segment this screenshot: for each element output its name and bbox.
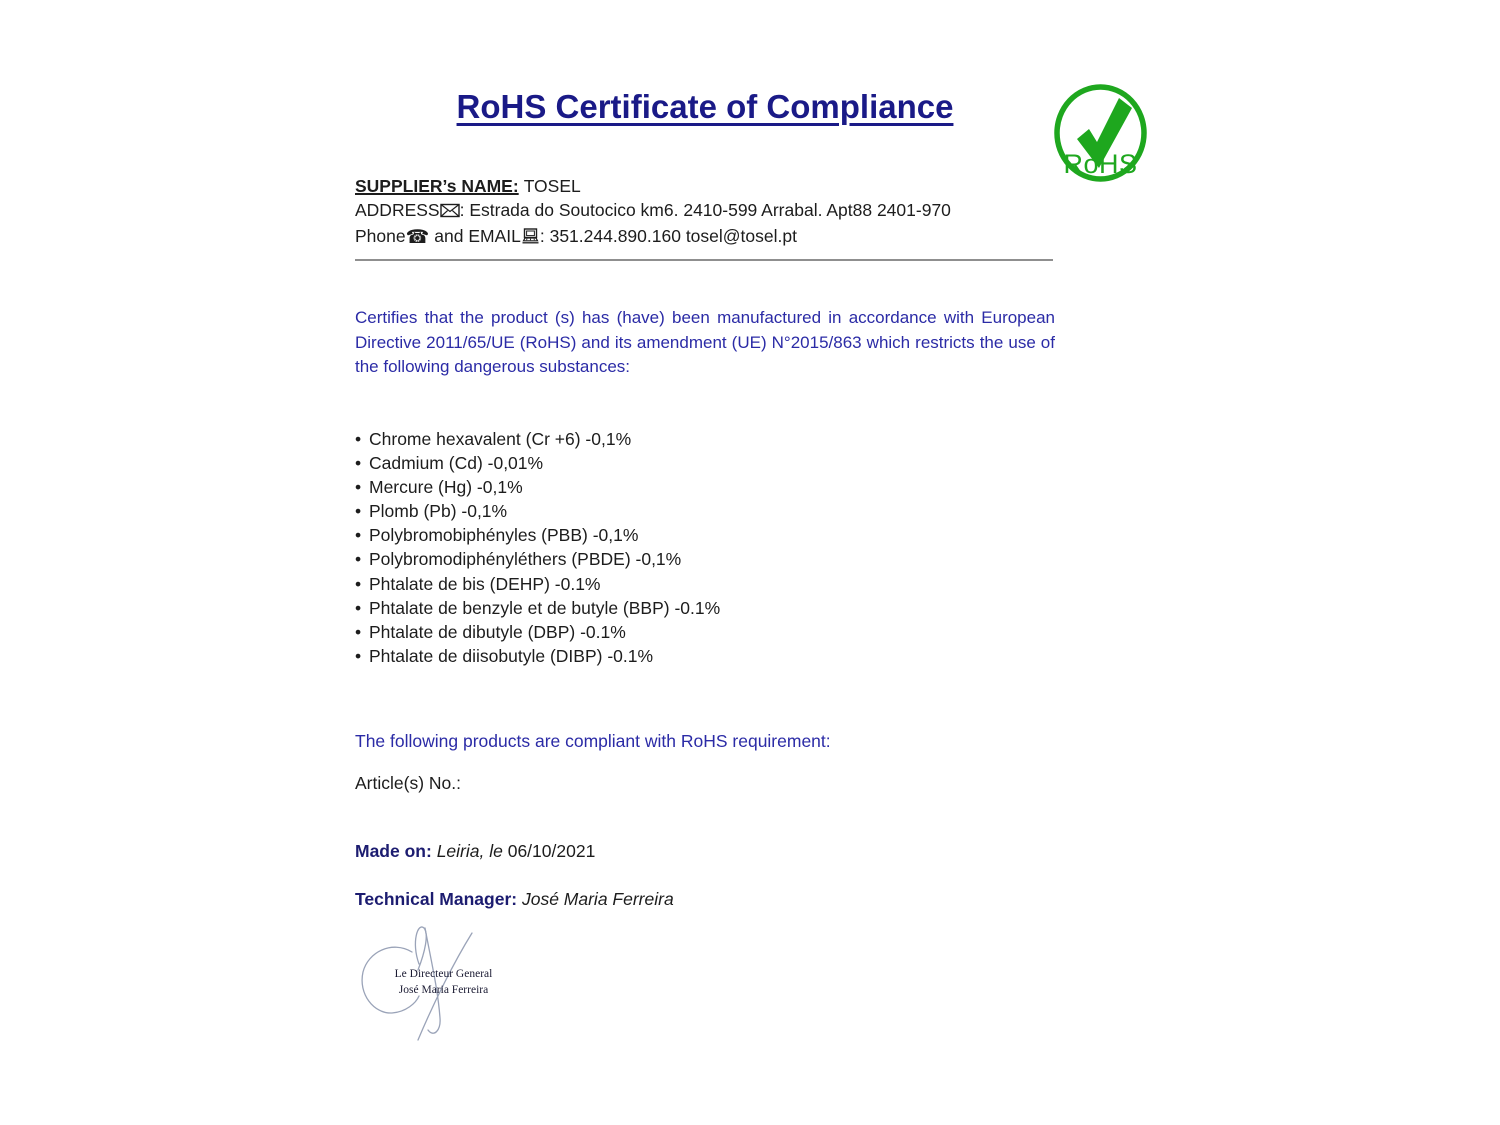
supplier-name-line <box>355 174 951 198</box>
technical-manager-name: José Maria Ferreira <box>521 889 674 909</box>
bullet-icon: • <box>355 645 362 666</box>
made-on-label: Made on: <box>355 841 432 861</box>
signature-text <box>381 966 506 998</box>
bullet-icon: • <box>355 573 362 594</box>
email-label: and EMAIL <box>434 226 521 246</box>
supplier-address-line <box>355 198 951 224</box>
substance-item <box>355 644 720 668</box>
address-label: ADDRESS <box>355 200 440 220</box>
substance-text: Mercure (Hg) -0,1% <box>369 477 523 498</box>
supplier-name-value: TOSEL <box>523 176 581 196</box>
certification-paragraph: Certifies that the product (s) has (have) been manufactured in accordance with European Directive 2011/65/UE (RoHS) and its amendment (UE) N°2015/863 which restricts the use of the following dangerous substances: <box>355 308 1055 376</box>
page-title: RoHS Certificate of Compliance <box>456 88 954 125</box>
substance-item <box>355 523 720 547</box>
computer-icon <box>521 226 540 250</box>
signature-block <box>356 918 506 1046</box>
substance-text: Polybromobiphényles (PBB) -0,1% <box>369 525 639 546</box>
divider-rule <box>355 259 1053 261</box>
made-on-place: Leiria, le <box>436 841 503 861</box>
phone-label: Phone <box>355 226 406 246</box>
substance-item <box>355 596 720 620</box>
substance-text: Chrome hexavalent (Cr +6) -0,1% <box>369 429 632 449</box>
supplier-contact-line <box>355 224 951 250</box>
technical-manager-label: Technical Manager: <box>355 889 518 909</box>
made-on-line <box>355 841 595 862</box>
substance-text: Phtalate de diisobutyle (DIBP) -0.1% <box>369 645 654 666</box>
phone-icon: ☎ <box>405 226 430 248</box>
bullet-icon: • <box>355 525 362 546</box>
supplier-block <box>355 174 951 250</box>
rohs-logo <box>1052 83 1149 183</box>
technical-manager-line <box>355 889 674 910</box>
substance-item <box>355 475 720 499</box>
supplier-name-label: SUPPLIER’s NAME: <box>355 176 519 196</box>
bullet-icon: • <box>355 453 362 474</box>
signature-title: Le Directeur General <box>394 968 493 980</box>
signature-name: José Maria Ferreira <box>398 984 489 996</box>
envelope-icon <box>440 200 460 224</box>
bullet-icon: • <box>355 477 362 498</box>
substances-list <box>355 427 720 668</box>
substance-text: Phtalate de bis (DEHP) -0.1% <box>369 573 601 594</box>
rohs-logo-label: RoHS <box>1063 149 1138 179</box>
compliance-statement: The following products are compliant with RoHS requirement: <box>355 731 831 751</box>
bullet-icon: • <box>355 597 362 618</box>
substance-text: Polybromodiphényléthers (PBDE) -0,1% <box>369 549 682 570</box>
substance-text: Cadmium (Cd) -0,01% <box>369 453 544 474</box>
made-on-date: 06/10/2021 <box>507 841 596 861</box>
bullet-icon: • <box>355 501 362 522</box>
substance-text: Plomb (Pb) -0,1% <box>369 501 508 522</box>
substance-item <box>355 572 720 596</box>
substance-text: Phtalate de benzyle et de butyle (BBP) -0.1% <box>369 597 721 618</box>
contact-value: : 351.244.890.160 tosel@tosel.pt <box>539 226 797 246</box>
articles-label: Article(s) No.: <box>355 773 461 793</box>
bullet-icon: • <box>355 621 362 642</box>
substance-item <box>355 547 720 571</box>
substance-item <box>355 499 720 523</box>
substance-item <box>355 451 720 475</box>
bullet-icon: • <box>355 429 362 449</box>
substance-item <box>355 620 720 644</box>
substance-item <box>355 427 720 451</box>
substance-text: Phtalate de dibutyle (DBP) -0.1% <box>369 621 626 642</box>
bullet-icon: • <box>355 549 362 570</box>
address-value: : Estrada do Soutocico km6. 2410-599 Arrabal. Apt88 2401-970 <box>459 200 951 220</box>
